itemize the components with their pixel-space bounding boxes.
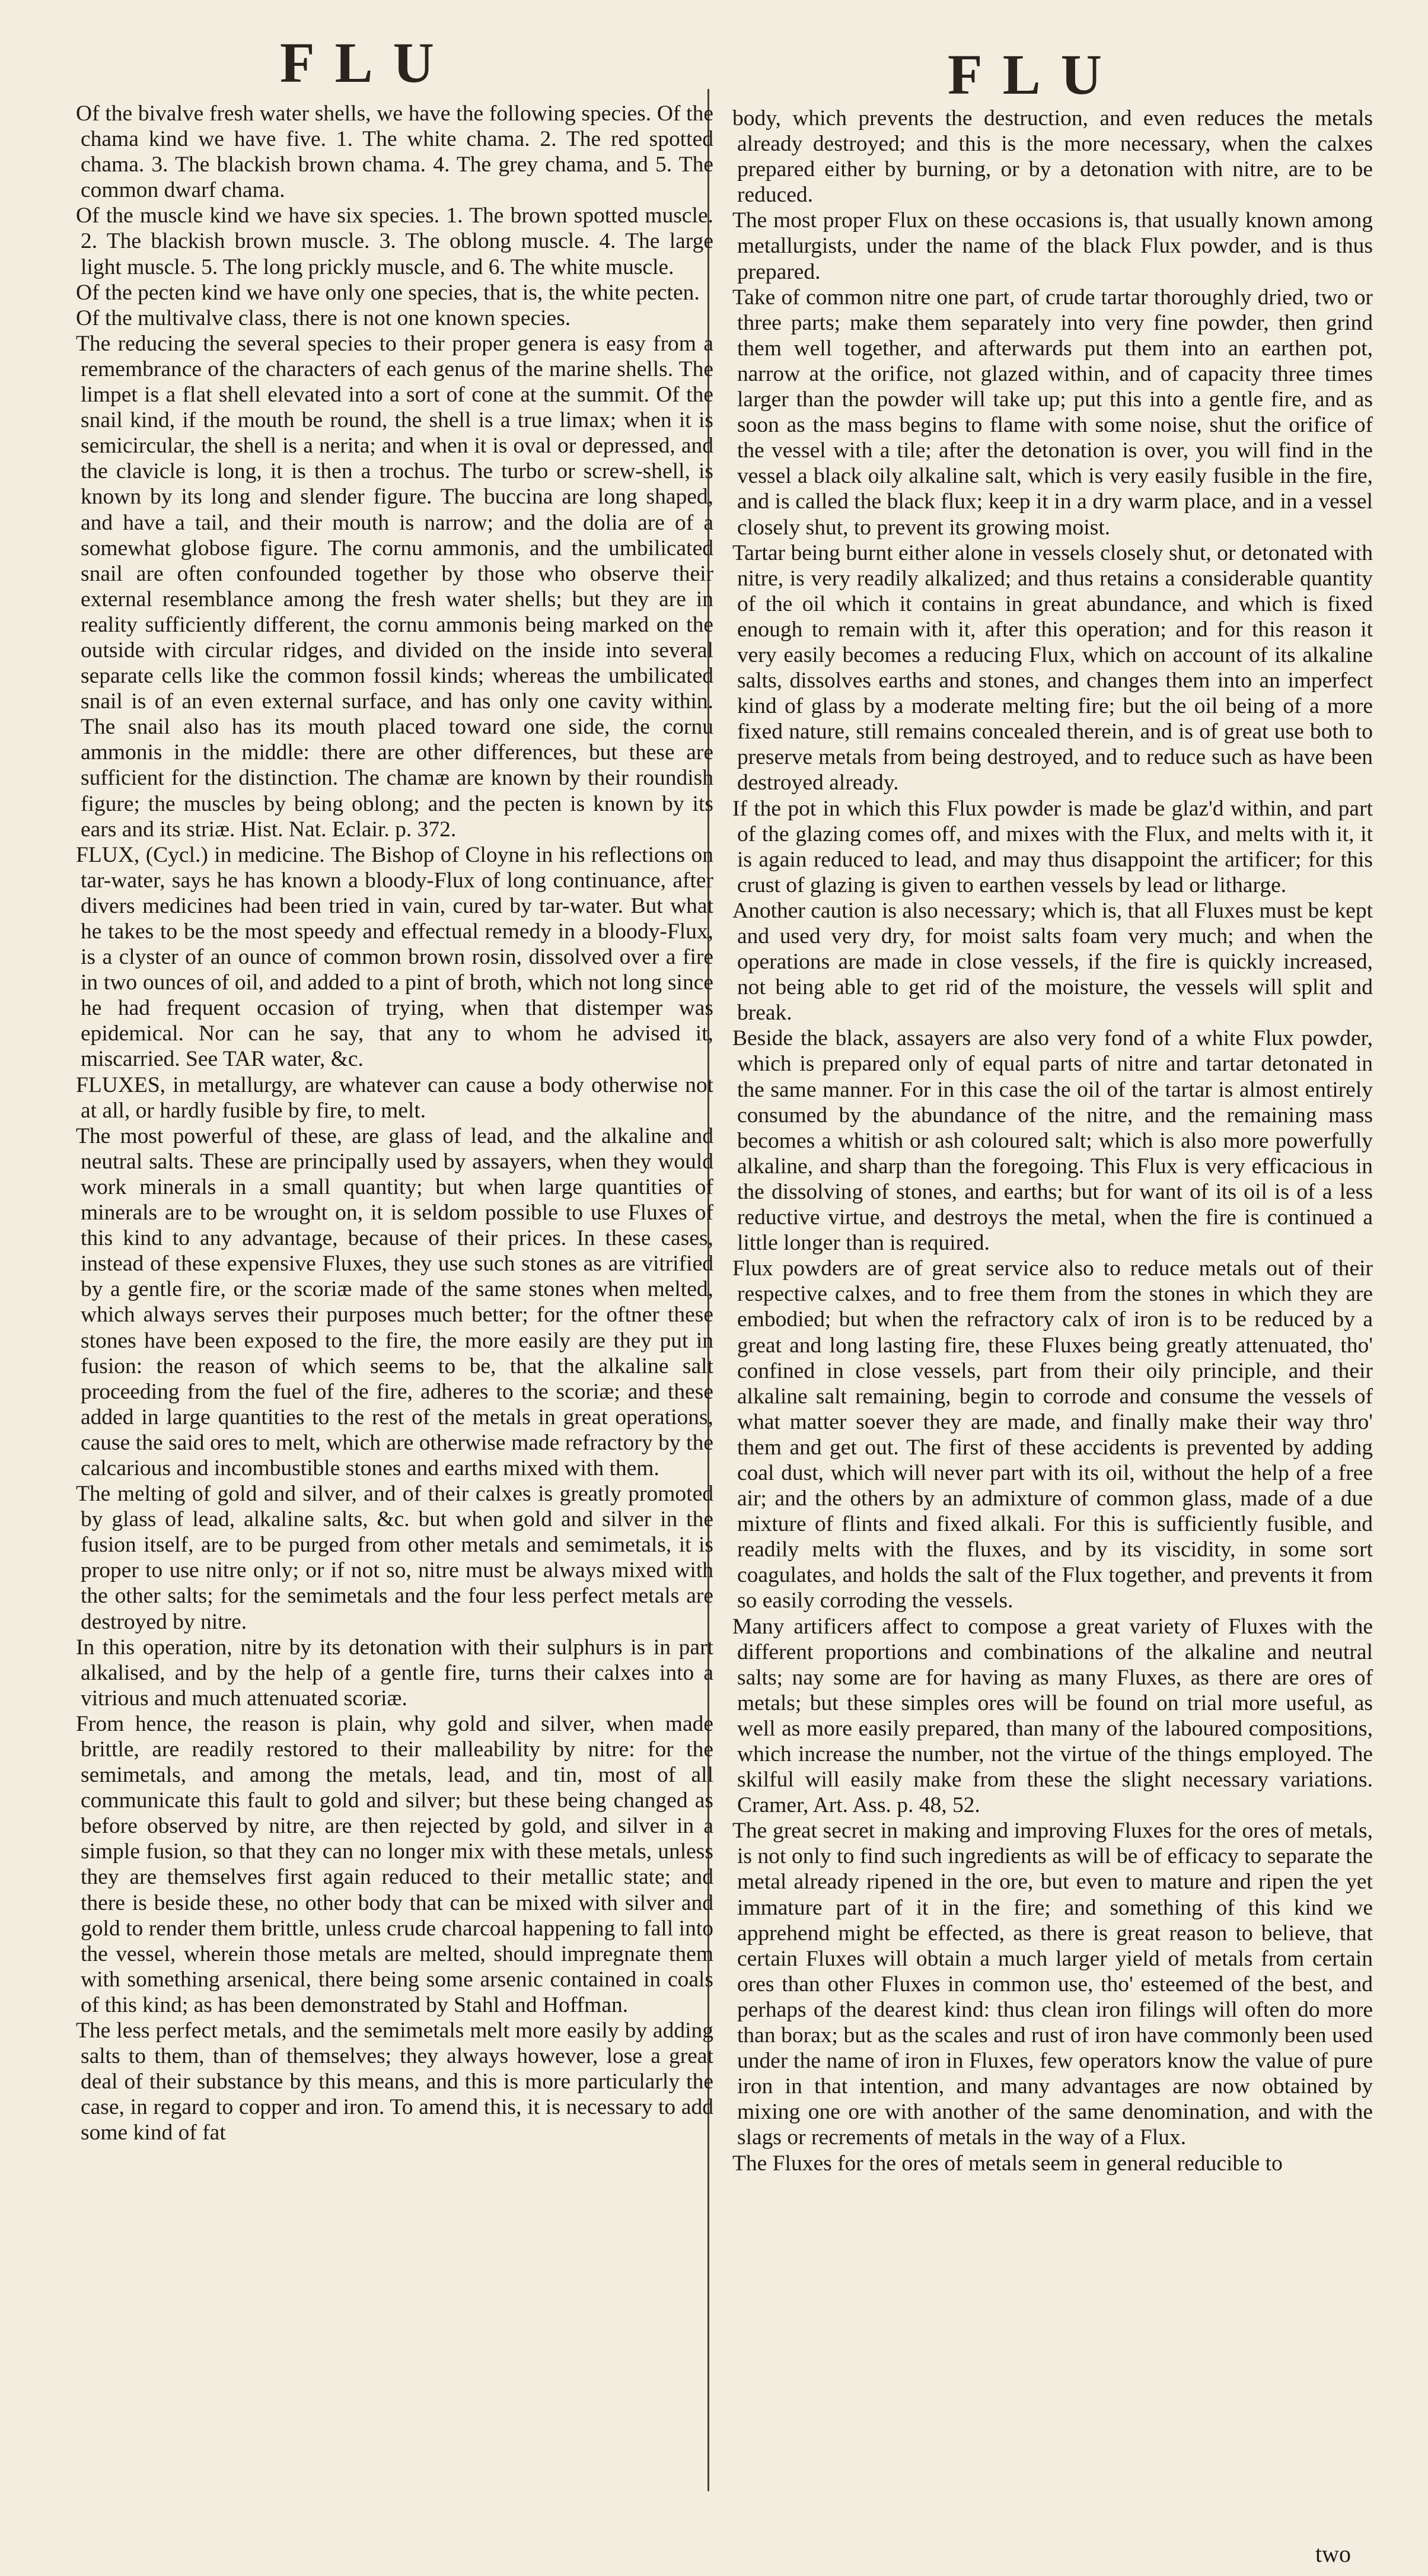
paragraph: FLUX, (Cycl.) in medicine. The Bishop of Cloyne in his reflections on tar-water, says he has known a bloody-Flux of long continuance, after divers medicines had been tried in vain, cured by tar-water. But what he takes to be the most speedy and effectual remedy in a bloody-Flux, is a clyster of an ounce of common brown rosin, dissolved over a fire in two ounces of oil, and added to a pint of broth, which not long since he had frequent occasion of trying, when that distemper was epidemical. Nor can he say, that any to whom he advised it, miscarried. See TAR water, &c.: [76, 842, 713, 1072]
paragraph: The less perfect metals, and the semimetals melt more easily by adding salts to them, than of themselves; they always however, lose a great deal of their substance by this means, and this is more particularly the case, in regard to copper and iron. To amend this, it is necessary to add some kind of fat: [76, 2018, 713, 2145]
running-head-left: FLU: [280, 31, 454, 94]
paragraph: The great secret in making and improving Fluxes for the ores of metals, is not only to find such ingredients as will be of efficacy to separate the metal already ripened in the ore, but even to mature and ripen the yet immature part of it in the fire; and something of this kind we apprehend might be effected, as there is great reason to believe, that certain Fluxes will obtain a much larger yield of metals from certain ores than other Fluxes in common use, tho' esteemed of the best, and perhaps of the dearest kind: thus clean iron filings will often do more than borax; but as the scales and rust of iron have commonly been used under the name of iron in Fluxes, few operators know the value of pure iron in that intention, and many advantages are now obtained by mixing one ore with another of the same denomination, and with the slags or recrements of metals in the way of a Flux.: [732, 1819, 1373, 2150]
paragraph: Flux powders are of great service also to reduce metals out of their respective calxes, and to free them from the stones in which they are embodied; but when the refractory calx of iron is to be reduced by a great and long lasting fire, these Fluxes being greatly attenuated, tho' confined in close vessels, part from their oily principle, and their alkaline salt remaining, begin to corrode and consume the vessels of what matter soever they are made, and finally make their way thro' them and get out. The first of these accidents is prevented by adding coal dust, which will never part with its oil, without the help of a free air; and the others by an admixture of common glass, made of a due mixture of flints and fixed alkali. For this is sufficiently fusible, and readily melts with the fluxes, and by its viscidity, in some sort coagulates, and holds the salt of the Flux together, and prevents it from so easily corroding the vessels.: [732, 1256, 1373, 1613]
paragraph: Tartar being burnt either alone in vessels closely shut, or detonated with nitre, is very readily alkalized; and thus retains a considerable quantity of the oil which it contains in great abundance, and which is fixed enough to remain with it, after this operation; and for this reason it very easily becomes a reducing Flux, which on account of its alkaline salts, dissolves earths and stones, and changes them into an imperfect kind of glass by a moderate melting fire; but the oil being of a more fixed nature, still remains concealed therein, and is of great use both to preserve metals from being destroyed, and to reduce such as have been destroyed already.: [732, 540, 1373, 795]
paragraph: Of the multivalve class, there is not one known species.: [76, 305, 571, 330]
left-column: [76, 101, 713, 2146]
paragraph: In this operation, nitre by its detonation with their sulphurs is in part alkalised, and by the help of a gentle fire, turns their calxes into a vitrious and much attenuated scoriæ.: [76, 1635, 713, 1711]
paragraph: The most proper Flux on these occasions is, that usually known among metallurgists, under the name of the black Flux powder, and is thus prepared.: [732, 208, 1373, 284]
paragraph: Of the muscle kind we have six species. 1. The brown spotted muscle. 2. The blackish brown muscle. 3. The oblong muscle. 4. The large light muscle. 5. The long prickly muscle, and 6. The white muscle.: [76, 203, 713, 279]
paragraph: body, which prevents the destruction, and even reduces the metals already destroyed; and this is the more necessary, when the calxes prepared either by burning, or by a detonation with nitre, are to be reduced.: [732, 106, 1373, 208]
paragraph: FLUXES, in metallurgy, are whatever can cause a body otherwise not at all, or hardly fusible by fire, to melt.: [76, 1072, 713, 1123]
paragraph: Another caution is also necessary; which is, that all Fluxes must be kept and used very dry, for moist salts foam very much; and when the operations are made in close vessels, if the fire is quickly increased, not being able to get rid of the moisture, the vessels will split and break.: [732, 898, 1373, 1026]
catchword: two: [1315, 2540, 1351, 2567]
paragraph: Take of common nitre one part, of crude tartar thoroughly dried, two or three parts; make them separately into very fine powder, then grind them well together, and afterwards put them into an earthen pot, narrow at the orifice, not glazed within, and of capacity three times larger than the powder will take up; put this into a gentle fire, and as soon as the mass begins to flame with some noise, shut the orifice of the vessel with a tile; after the detonation is over, you will find in the vessel a black oily alkaline salt, which is very easily fusible in the fire, and is called the black flux; keep it in a dry warm place, and in a vessel closely shut, to prevent its growing moist.: [732, 285, 1373, 540]
paragraph: The reducing the several species to their proper genera is easy from a remembrance of the characters of each genus of the marine shells. The limpet is a flat shell elevated into a sort of cone at the summit. Of the snail kind, if the mouth be round, the shell is a true limax; when it is semicircular, the shell is a nerita; and when it is oval or depressed, and the clavicle is long, it is then a trochus. The turbo or screw-shell, is known by its long and slender figure. The buccina are long shaped, and have a tail, and their mouth is narrow; and the dolia are of a somewhat globose figure. The cornu ammonis, and the umbilicated snail are often confounded together by those who observe their external resemblance among the fresh water shells; but they are in reality sufficiently different, the cornu ammonis being marked on the outside with circular ridges, and divided on the inside into several separate cells like the common fossil kinds; whereas the umbilicated snail is of an even external surface, and has only one cavity within. The snail also has its mouth placed toward one side, the cornu ammonis in the middle: there are other differences, but these are sufficient for the distinction. The chamæ are known by their roundish figure; the muscles by being oblong; and the pecten is known by its ears and its striæ. Hist. Nat. Eclair. p. 372.: [76, 331, 713, 842]
running-head-right: FLU: [948, 43, 1122, 106]
paragraph: The Fluxes for the ores of metals seem in general reducible to: [732, 2151, 1283, 2176]
paragraph: From hence, the reason is plain, why gold and silver, when made brittle, are readily restored to their malleability by nitre: for the semimetals, and among the metals, lead, and tin, most of all communicate this fault to gold and silver; but these being changed as before observed by nitre, are then rejected by gold, and silver in a simple fusion, so that they can no longer mix with these metals, unless they are themselves first again reduced to their metallic state; and there is beside these, no other body that can be mixed with silver and gold to render them brittle, unless crude charcoal happening to fall into the vessel, wherein those metals are melted, should impregnate them with something arsenical, there being some arsenic contained in coals of this kind; as has been demonstrated by Stahl and Hoffman.: [76, 1711, 713, 2017]
paragraph: If the pot in which this Flux powder is made be glaz'd within, and part of the glazing comes off, and mixes with the Flux, and melts with it, it is again reduced to lead, and may thus disappoint the artificer; for this crust of glazing is given to earthen vessels by lead or litharge.: [732, 796, 1373, 897]
paragraph: Beside the black, assayers are also very fond of a white Flux powder, which is prepared only of equal parts of nitre and tartar detonated in the same manner. For in this case the oil of the tartar is almost entirely consumed by the abundance of the nitre, and the remaining mass becomes a whitish or ash coloured salt; which is also more powerfully alkaline, and sharp than the foregoing. This Flux is very efficacious in the dissolving of stones, and earths; but for want of its oil is of a less reductive virtue, and destroys the metal, when the fire is continued a little longer than is required.: [732, 1026, 1373, 1256]
paragraph: Of the bivalve fresh water shells, we have the following species. Of the chama kind we have five. 1. The white chama. 2. The red spotted chama. 3. The blackish brown chama. 4. The grey chama, and 5. The common dwarf chama.: [76, 101, 713, 203]
right-column: [732, 106, 1373, 2176]
paragraph: Many artificers affect to compose a great variety of Fluxes with the different proportions and combinations of the alkaline and neutral salts; nay some are for having as many Fluxes, as there are ores of metals; but these simples ores will be found on trial more useful, as well as more easily prepared, than many of the laboured compositions, which increase the number, not the virtue of the things employed. The skilful will easily make from these the slight necessary variations. Cramer, Art. Ass. p. 48, 52.: [732, 1614, 1373, 1818]
paragraph: The most powerful of these, are glass of lead, and the alkaline and neutral salts. These are principally used by assayers, when they would work minerals in a small quantity; but when large quantities of minerals are to be wrought on, it is seldom possible to use Fluxes of this kind to any advantage, because of their prices. In these cases, instead of these expensive Fluxes, they use such stones as are vitrified by a gentle fire, or the scoriæ made of the same stones when melted, which always serves their purposes much better; for the oftner these stones have been exposed to the fire, the more easily are they put in fusion: the reason of which seems to be, that the alkaline salt proceeding from the fuel of the fire, adheres to the scoriæ; and these added in large quantities to the rest of the metals in great operations, cause the said ores to melt, which are otherwise made refractory by the calcarious and incombustible stones and earths mixed with them.: [76, 1123, 713, 1480]
paragraph: The melting of gold and silver, and of their calxes is greatly promoted by glass of lead, alkaline salts, &c. but when gold and silver in the fusion itself, are to be purged from other metals and semimetals, it is proper to use nitre only; or if not so, nitre must be always mixed with the other salts; for the semimetals and the four less perfect metals are destroyed by nitre.: [76, 1482, 713, 1634]
paragraph: Of the pecten kind we have only one species, that is, the white pecten.: [76, 280, 700, 305]
